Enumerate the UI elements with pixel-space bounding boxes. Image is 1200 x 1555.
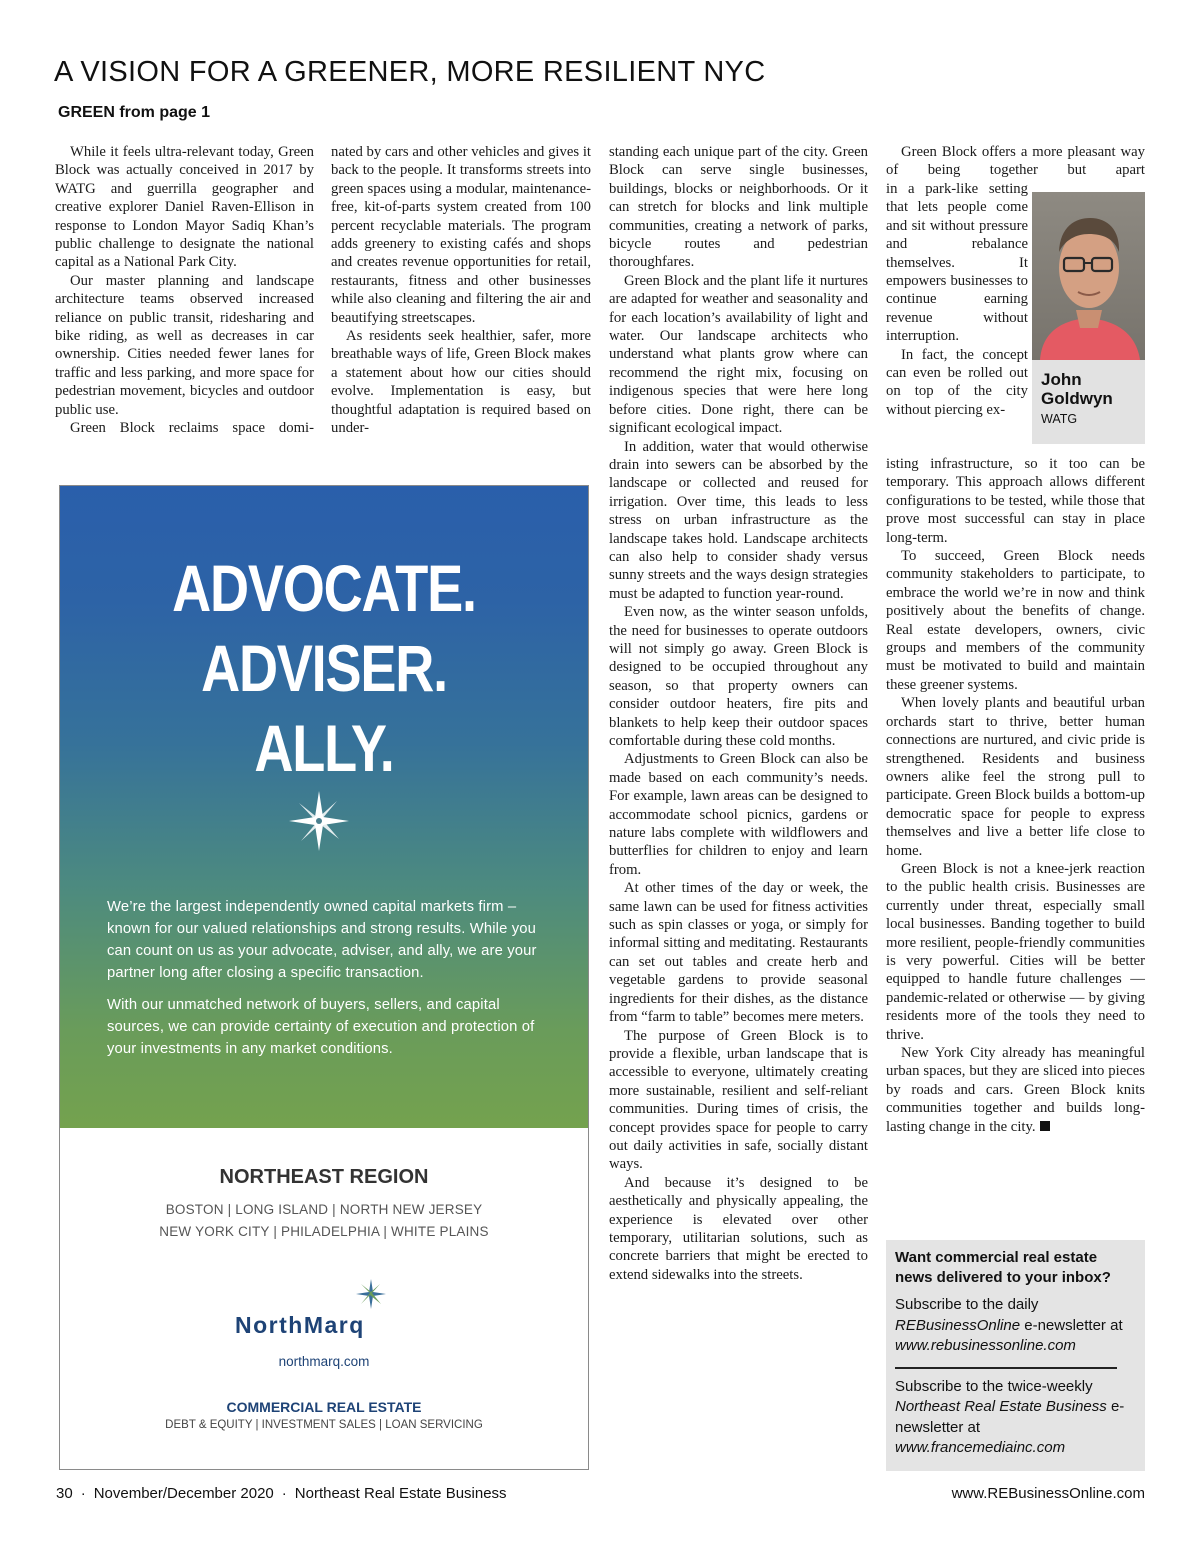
article-paragraph: And because it’s designed to be aesthetically and physically appealing, the experience is elevated over other temporary, utilitarian solutions, such as concrete barriers that might be erected to extend sidewalks into the streets. <box>609 1174 868 1283</box>
publication-name: Northeast Real Estate Business <box>294 1485 507 1502</box>
ad-website-link[interactable]: northmarq.com <box>278 1354 370 1369</box>
newsletter-weekly-line <box>895 1377 1136 1459</box>
end-mark-icon <box>1040 1121 1050 1131</box>
newsletter-daily-line <box>895 1295 1136 1357</box>
jump-line: GREEN from page 1 <box>58 104 211 121</box>
article-column-2 <box>331 143 591 438</box>
article-column-1 <box>55 143 314 438</box>
portrait-illustration <box>1032 192 1145 360</box>
author-name: John Goldwyn <box>1041 370 1113 408</box>
ad-gradient-panel <box>60 486 588 1128</box>
article-paragraph: As residents seek healthier, safer, more breathable ways of life, Green Block makes a statement about how our cities should evolve. Implementation is easy, but thoughtful adaptation is required based on under- <box>331 328 591 437</box>
newsletter-text: e-newsletter at <box>1020 1316 1123 1334</box>
article-paragraph: Green Block offers a more pleasant way of being together but apart <box>886 144 1145 179</box>
newsletter-text: Subscribe to the daily <box>895 1296 1039 1313</box>
article-paragraph: standing each unique part of the city. Green Block can serve single businesses, buildings, blocks or neighborhoods. Or it can stretch for blocks and link multiple communities, creating a network of parks, bicycle routes and pedestrian thoroughfares. <box>609 144 868 271</box>
article-paragraph: Our master planning and landscape architecture teams observed increased reliance on public transit, ridesharing and bike riding, as well as decreases in car ownership. Cities needed fewer lanes for traffic and less parking, and more space for pedestrian movement, bicycles and outdoor public use. <box>55 272 314 418</box>
article-paragraph: Adjustments to Green Block can also be made based on each community’s needs. For example, lawn areas can be designed to accommodate school picnics, gardens or nature labs complete with wildflowers and butterflies for children to enjoy and learn from. <box>609 751 868 878</box>
northmarq-star-icon <box>356 1279 386 1309</box>
northmarq-logo: NorthMarq <box>235 1312 365 1338</box>
article-paragraph: When lovely plants and beautiful urban orchards start to thrive, better human connections are nurtured, and civic pride is strengthened. Residents and business owners alike feel the strong pull to participate. Green Block builds a bottom-up democratic space for people to express themselves and live a better life close to home. <box>886 695 1145 859</box>
page-footer-left <box>56 1485 507 1502</box>
article-paragraph: The purpose of Green Block is to provide a flexible, urban landscape that is accessible to everyone, ultimately creating more sustainable, resilient and self-reliant communities. During times of crisis, the concept provides space for people to carry out daily activities in safe, socially distant ways. <box>609 1027 868 1173</box>
footer-separator: · <box>80 1485 86 1502</box>
ad-cities-line-1: BOSTON | LONG ISLAND | NORTH NEW JERSEY <box>165 1202 483 1217</box>
article-paragraph: Green Block reclaims space domi- <box>70 420 314 437</box>
article-paragraph: While it feels ultra-relevant today, Green Block was actually conceived in 2017 by WATG and guerrilla geographer and creative explorer Daniel Raven-Ellison in response to London Mayor Sadiq Khan’s public challenge to designate the national capital as a National Park City. <box>55 144 314 271</box>
ad-body-paragraph-1: We’re the largest independently owned capital markets firm – known for our valued relationships and strong results. While you can count on us as your advocate, adviser, and ally, we are your partner long after closing a specific transaction. <box>107 899 537 981</box>
newsletter-url-link[interactable]: www.francemediainc.com <box>895 1439 1066 1456</box>
article-paragraph: Even now, as the winter season unfolds, the need for businesses to operate outdoors will not simply go away. Green Block is designed to be occupied throughout any season, so that property owners can consider outdoor heaters, fire pits and blankets to help keep their outdoor spaces comfortable during these cold months. <box>609 604 868 749</box>
issue-date: November/December 2020 <box>93 1485 274 1502</box>
newsletter-url-link[interactable]: www.rebusinessonline.com <box>895 1337 1076 1354</box>
ad-tagline: COMMERCIAL REAL ESTATE <box>226 1399 422 1415</box>
newsletter-divider <box>895 1367 1117 1369</box>
newsletter-heading: Want commercial real estate news delivered to your inbox? <box>895 1249 1111 1286</box>
ad-cities-line-2: NEW YORK CITY | PHILADELPHIA | WHITE PLAINS <box>159 1224 489 1239</box>
footer-separator: · <box>281 1485 287 1502</box>
author-portrait <box>1032 192 1145 360</box>
article-paragraph: Green Block is not a knee-jerk reaction to the public health crisis. Businesses are currently under threat, especially small local businesses. Banding together to build more resilient, people-friendly communities is very powerful. Cities will be better equipped to handle future challenges — pandemic-related or otherwise — by giving residents more of the tools they need to thrive. <box>886 860 1145 1043</box>
compass-star-icon <box>289 791 349 851</box>
northmarq-advertisement[interactable] <box>59 485 589 1470</box>
author-photo-box <box>1032 192 1145 444</box>
page-headline: A VISION FOR A GREENER, MORE RESILIENT NYC <box>54 56 766 88</box>
article-paragraph <box>886 1044 1145 1136</box>
newsletter-title: Northeast Real Estate Business <box>895 1398 1107 1415</box>
article-paragraph: nated by cars and other vehicles and gives it back to the people. It transforms streets into green spaces using a modular, maintenance-free, kit-of-parts system created from 100 percent recyclable materials. The program adds greenery to existing cafés and shops and creates revenue opportunities for retail, restaurants, fitness and other businesses while also cleaning and filtering the air and beautifying streetscapes. <box>331 144 591 326</box>
footer-website-link[interactable]: www.REBusinessOnline.com <box>951 1485 1145 1502</box>
article-paragraph: At other times of the day or week, the same lawn can be used for fitness activities such as spin classes or yoga, or simply for informal sitting and meditating. Restaurants can set out tables and create herb and vegetable gardens to provide seasonal ingredients for their dishes, as the distance from “farm to table” becomes mere meters. <box>609 880 868 1026</box>
ad-headline-ally: ALLY. <box>254 711 394 785</box>
author-org: WATG <box>1041 412 1078 426</box>
ad-body-paragraph-2: With our unmatched network of buyers, sellers, and capital sources, we can provide certainty of execution and protection of your investments in any market conditions. <box>107 997 535 1057</box>
newsletter-title: REBusinessOnline <box>895 1316 1021 1334</box>
article-paragraph: To succeed, Green Block needs community stakeholders to participate, to embrace the world we’re in now and think positively about the benefits of change. Real estate developers, owners, civic groups and members of the community must be motivated to build and maintain these greener systems. <box>886 548 1145 693</box>
ad-region-title: NORTHEAST REGION <box>219 1166 429 1188</box>
article-column-4-top <box>886 143 1145 180</box>
ad-services: DEBT & EQUITY | INVESTMENT SALES | LOAN SERVICING <box>165 1419 483 1431</box>
ad-headline-advocate: ADVOCATE. <box>172 551 476 625</box>
article-paragraph: Green Block and the plant life it nurtures are adapted for weather and seasonality and for each location’s availability of light and water. Our landscape architects who understand what plants grow where can recommend the right mix, focusing on indigenous species that were here long before cities. Done right, there can be significant ecological impact. <box>609 272 868 437</box>
ad-headline-adviser: ADVISER. <box>201 631 447 705</box>
article-paragraph: in a park-like setting that lets people come and sit without pressure and rebalance themselves. It empowers businesses to continue earning revenue without interruption. <box>886 181 1028 345</box>
article-paragraph: In fact, the concept can even be rolled out on top of the city without piercing ex- <box>886 346 1028 418</box>
article-paragraph: isting infrastructure, so it too can be temporary. This approach allows different configurations to be tested, while those that prove most successful can stay in place long-term. <box>886 456 1145 546</box>
newsletter-text: Subscribe to the twice-weekly <box>895 1377 1093 1395</box>
article-column-4-rest <box>886 455 1145 1136</box>
newsletter-promo-box <box>886 1240 1145 1471</box>
article-paragraph: In addition, water that would otherwise drain into sewers can be absorbed by the landscape or collected and reused for irrigation. Over time, this leads to less stress on urban infrastructure as the landscape takes hold. Landscape architects can also help to consider shady versus sunny streets and the ways design strategies must be adapted to function year-round. <box>609 438 868 602</box>
article-column-3 <box>609 143 868 1284</box>
page-number: 30 <box>56 1485 73 1502</box>
article-column-4-wrap <box>886 180 1028 419</box>
article-final-text: New York City already has meaningful urban spaces, but they are sliced into pieces by roads and cars. Green Block knits communities together and builds long-lasting change in the city. <box>886 1045 1145 1135</box>
newsletter-text: e-newsletter at <box>895 1398 1125 1436</box>
